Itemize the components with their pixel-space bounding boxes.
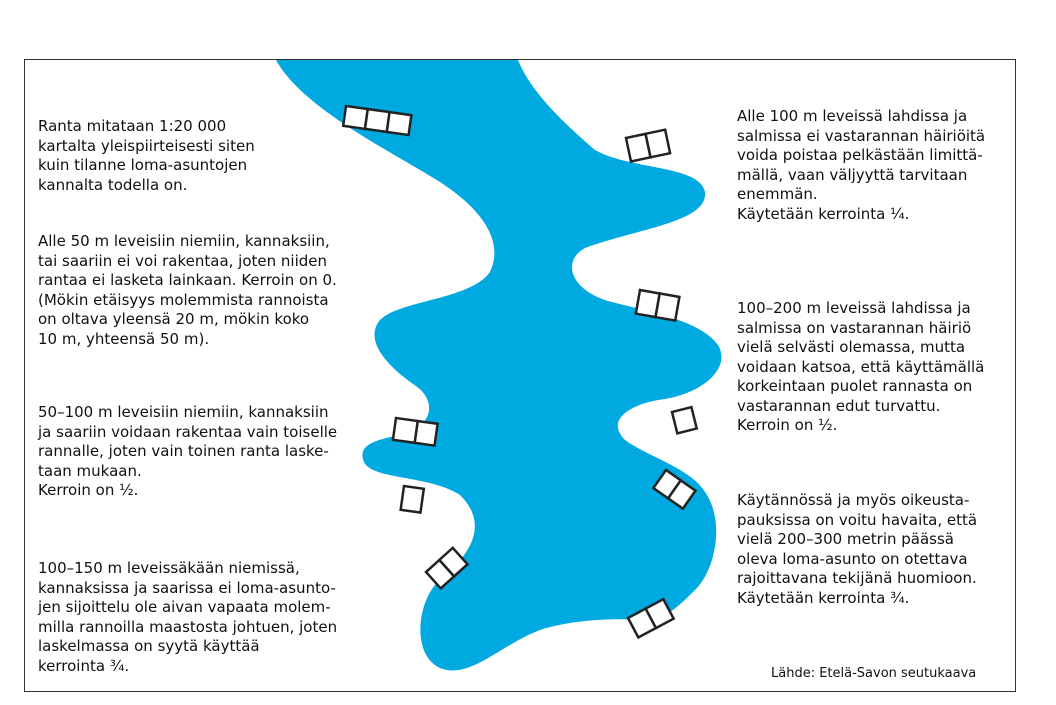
text-left-2: Alle 50 m leveisiin niemiin, kannaksiin, tai saariin ei voi rakentaa, joten niiden rantaa ei lasketa lainkaan. Kerroin on 0. (Mökin etäisyys molemmista rannoista on oltava yleensä 20 m, mökin koko 10 m, yhteensä 50 m). — [38, 232, 337, 348]
cabin-icon — [401, 486, 424, 513]
text-left-4: 100–150 m leveissäkään niemissä, kannaksissa ja saarissa ei loma-asunto- jen sijoittelu ole aivan vapaata molem- milla rannoilla maastosta johtuen, joten laskelmassa on syytä käyttää kerrointa ¾. — [38, 559, 338, 675]
cabin-icon — [393, 418, 438, 446]
text-right-3: Käytännössä ja myös oikeusta- pauksissa on voitu havaita, että vielä 200–300 metrin päässä oleva loma-asunto on otettava rajoittavana tekijänä huomioon. Käytetään kerrointa ¾. — [737, 491, 978, 607]
cabin-icon — [672, 407, 697, 433]
text-right-2: 100–200 m leveissä lahdissa ja salmissa on vastarannan häiriö vielä selvästi olemassa, mutta voidaan katsoa, että käyttämällä korkeintaan puolet rannasta on vastarannan edut turvattu. Kerroin on ½. — [737, 299, 985, 434]
source-caption: Lähde: Etelä-Savon seutukaava — [771, 666, 977, 681]
text-right-1: Alle 100 m leveissä lahdissa ja salmissa ei vastarannan häiriöitä voida poistaa pelkästään limittä- mällä, vaan väljyyttä tarvitaan enemmän. Käytetään kerrointa ¼. — [737, 107, 986, 223]
text-left-1: Ranta mitataan 1:20 000 kartalta yleispiirteisesti siten kuin tilanne loma-asuntojen kannalta todella on. — [38, 117, 255, 194]
text-left-3: 50–100 m leveisiin niemiin, kannaksiin ja saariin voidaan rakentaa vain toiselle rannalle, joten vain toinen ranta laske- taan mukaan. Kerroin on ½. — [38, 403, 338, 499]
cabin-icon — [626, 130, 670, 162]
cabin-icon — [636, 290, 680, 321]
